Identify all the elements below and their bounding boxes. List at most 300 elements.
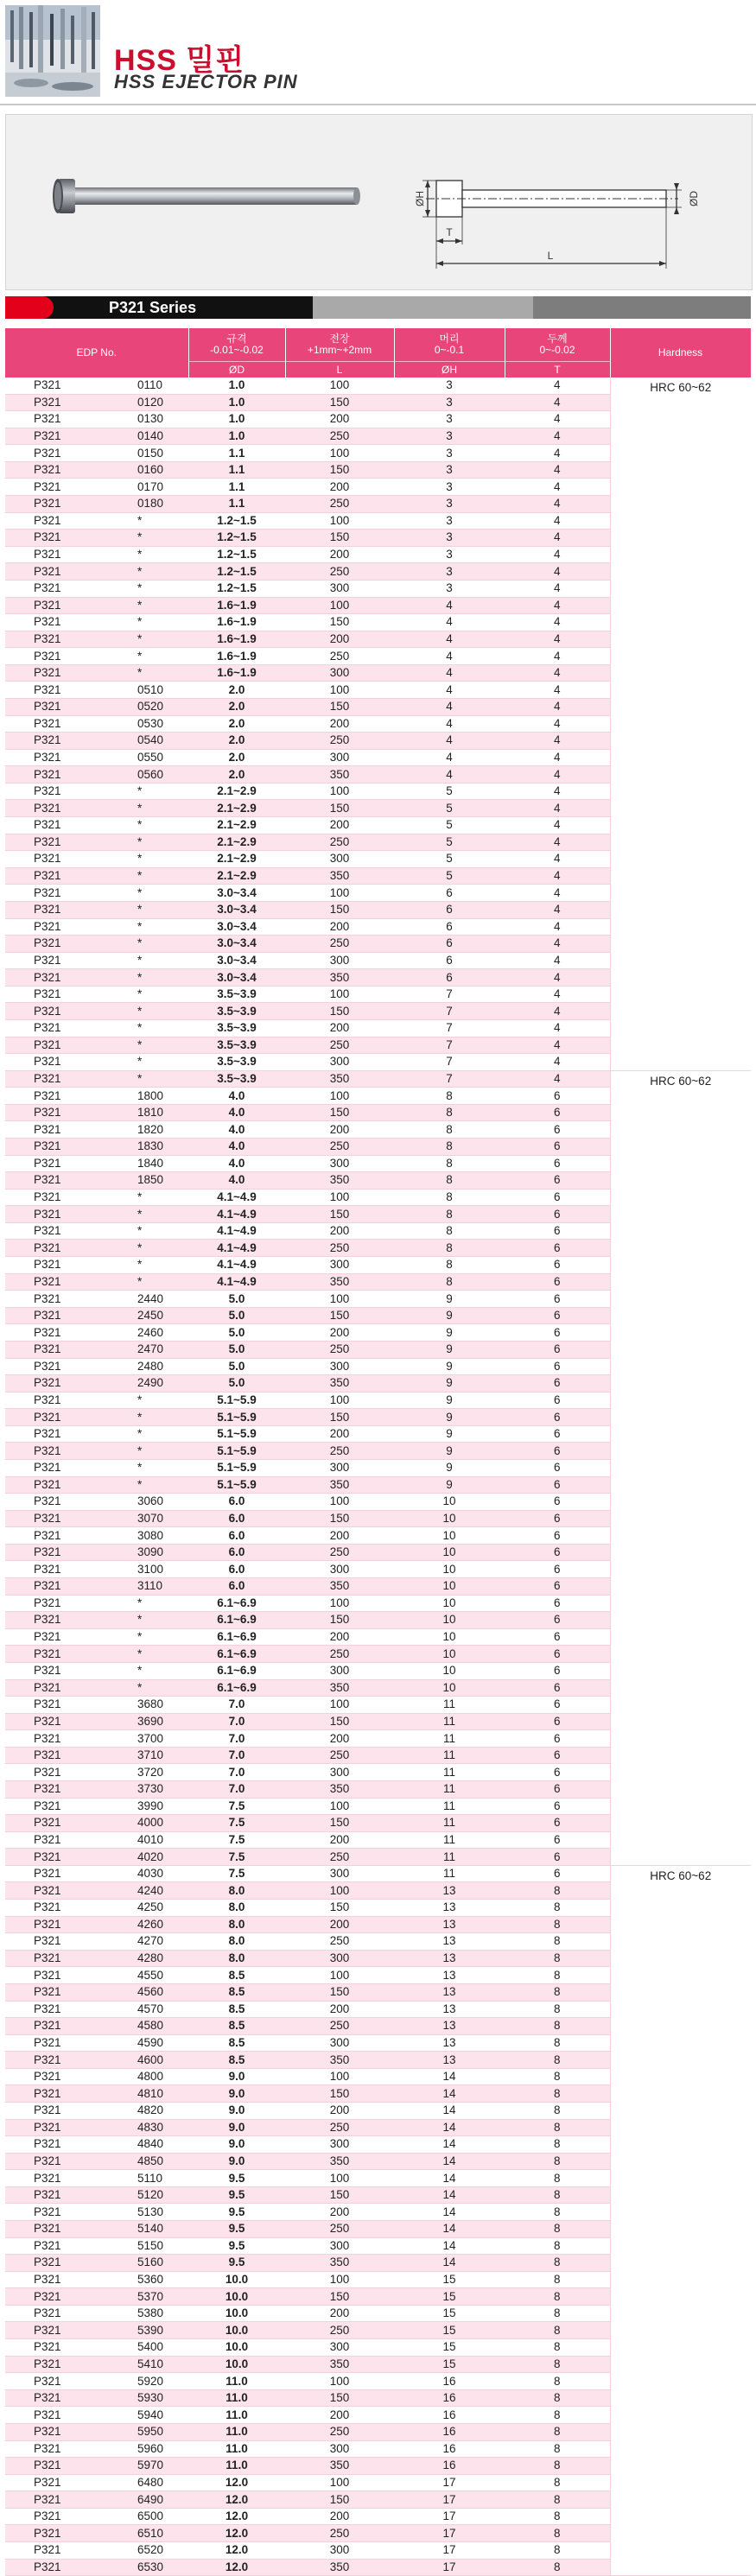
diameter-cell: 1.6~1.9 [188,614,285,631]
edp-prefix: P321 [34,2459,61,2472]
thickness-cell: 6 [505,1764,610,1781]
edp-prefix: P321 [34,1951,61,1965]
edp-cell [5,2525,188,2542]
head-cell: 7 [394,1037,505,1054]
edp-prefix: P321 [34,1325,61,1339]
thickness-cell: 8 [505,1882,610,1900]
edp-code: 4570 [137,2002,164,2015]
edp-cell [5,2271,188,2288]
dim-label-h: ØH [414,191,426,206]
edp-code: * [137,1224,143,1238]
edp-code: 2450 [137,1309,164,1323]
length-cell: 200 [285,631,394,648]
thickness-cell: 6 [505,1831,610,1849]
edp-code: * [137,970,143,984]
thickness-cell: 6 [505,1494,610,1511]
edp-code: 0120 [137,395,164,409]
thickness-cell: 4 [505,1019,610,1037]
edp-cell [5,2474,188,2491]
series-bar [5,296,751,319]
diameter-cell: 9.5 [188,2237,285,2255]
length-cell: 250 [285,563,394,581]
edp-prefix: P321 [34,564,61,578]
diameter-cell: 2.0 [188,715,285,733]
edp-prefix: P321 [34,852,61,866]
head-cell: 10 [394,1679,505,1697]
diameter-cell: 9.5 [188,2170,285,2187]
thickness-cell: 4 [505,580,610,597]
diameter-cell: 9.5 [188,2204,285,2221]
thickness-cell: 4 [505,817,610,834]
diameter-cell: 7.0 [188,1730,285,1748]
diameter-cell: 3.0~3.4 [188,936,285,953]
thickness-cell: 8 [505,2508,610,2525]
head-cell: 9 [394,1392,505,1409]
catalog-header [0,0,756,105]
diameter-cell: 1.2~1.5 [188,563,285,581]
edp-cell [5,597,188,614]
diameter-cell: 10.0 [188,2271,285,2288]
diameter-cell: 9.0 [188,2119,285,2136]
edp-prefix: P321 [34,1816,61,1830]
thickness-cell: 6 [505,1273,610,1291]
edp-cell [5,2085,188,2103]
edp-prefix: P321 [34,784,61,798]
head-cell: 10 [394,1662,505,1679]
edp-prefix: P321 [34,1173,61,1187]
diameter-cell: 6.1~6.9 [188,1662,285,1679]
edp-prefix: P321 [34,395,61,409]
thickness-cell: 6 [505,1527,610,1545]
edp-cell [5,1900,188,1917]
edp-cell [5,2068,188,2085]
head-cell: 8 [394,1104,505,1121]
length-cell: 150 [285,2491,394,2509]
hardness-cell [610,378,751,1070]
edp-code: * [137,936,143,950]
col-header-length-tol: +1mm~+2mm [307,344,372,356]
diameter-cell: 10.0 [188,2288,285,2306]
head-cell: 5 [394,867,505,885]
edp-code: 5390 [137,2323,164,2337]
edp-prefix: P321 [34,2103,61,2117]
edp-prefix: P321 [34,751,61,764]
thickness-cell: 4 [505,733,610,750]
edp-prefix: P321 [34,1833,61,1846]
diameter-cell: 3.5~3.9 [188,1003,285,1020]
head-cell: 7 [394,986,505,1003]
edp-prefix: P321 [34,1410,61,1424]
edp-prefix: P321 [34,1240,61,1254]
diameter-cell: 1.2~1.5 [188,546,285,563]
head-cell: 14 [394,2255,505,2272]
edp-prefix: P321 [34,2120,61,2134]
thickness-cell: 4 [505,1003,610,1020]
length-cell: 100 [285,1697,394,1714]
edp-code: * [137,1055,143,1069]
head-cell: 15 [394,2271,505,2288]
edp-cell [5,1662,188,1679]
length-cell: 350 [285,2052,394,2069]
length-cell: 300 [285,1764,394,1781]
length-cell: 250 [285,1849,394,1866]
length-cell: 100 [285,512,394,530]
hardness-value: HRC 60~62 [650,1074,712,1088]
edp-prefix: P321 [34,1664,61,1678]
edp-cell [5,1561,188,1578]
length-cell: 150 [285,1983,394,2001]
thickness-cell: 8 [505,1950,610,1967]
diameter-cell: 2.1~2.9 [188,800,285,817]
length-cell: 300 [285,1155,394,1172]
edp-code: * [137,1443,143,1457]
head-cell: 10 [394,1561,505,1578]
edp-cell [5,1780,188,1798]
edp-code: 2470 [137,1342,164,1356]
edp-code: 3090 [137,1545,164,1559]
series-bar-red-marker [5,296,54,319]
head-cell: 15 [394,2339,505,2357]
edp-code: * [137,1393,143,1406]
thickness-cell: 8 [505,2474,610,2491]
edp-cell [5,1139,188,1156]
diameter-cell: 4.1~4.9 [188,1257,285,1274]
head-cell: 16 [394,2440,505,2458]
edp-code: 0180 [137,497,164,511]
edp-prefix: P321 [34,1342,61,1356]
diameter-cell: 4.1~4.9 [188,1273,285,1291]
diameter-cell: 8.5 [188,1983,285,2001]
thickness-cell: 4 [505,496,610,513]
length-cell: 250 [285,1240,394,1257]
edp-cell [5,445,188,462]
edp-prefix: P321 [34,513,61,527]
col-header-head [394,328,505,362]
diameter-cell: 5.0 [188,1375,285,1393]
thickness-cell: 6 [505,1679,610,1697]
edp-prefix: P321 [34,1697,61,1711]
edp-code: 0520 [137,700,164,714]
head-cell: 14 [394,2170,505,2187]
length-cell: 200 [285,479,394,496]
head-cell: 14 [394,2204,505,2221]
head-cell: 5 [394,851,505,868]
edp-cell [5,1950,188,1967]
thickness-cell: 4 [505,631,610,648]
edp-code: * [137,1630,143,1644]
head-cell: 14 [394,2068,505,2085]
edp-cell [5,1003,188,1020]
edp-prefix: P321 [34,1934,61,1948]
edp-cell [5,698,188,715]
edp-prefix: P321 [34,1139,61,1153]
head-cell: 3 [394,512,505,530]
head-cell: 6 [394,885,505,902]
edp-prefix: P321 [34,2408,61,2421]
page-title-english: HSS EJECTOR PIN [114,71,298,92]
col-header-head-tol: 0~-0.1 [434,344,465,356]
edp-prefix: P321 [34,1207,61,1221]
length-cell: 250 [285,2221,394,2238]
edp-cell [5,631,188,648]
length-cell: 300 [285,580,394,597]
edp-prefix: P321 [34,2137,61,2151]
edp-code: 0530 [137,716,164,730]
edp-cell [5,1544,188,1561]
col-header-edp: EDP No. [5,328,188,378]
edp-prefix: P321 [34,1680,61,1694]
length-cell: 300 [285,1257,394,1274]
length-cell: 200 [285,1527,394,1545]
head-cell: 8 [394,1172,505,1190]
edp-cell [5,1222,188,1240]
thickness-cell: 6 [505,1307,610,1324]
edp-cell [5,580,188,597]
edp-code: 3700 [137,1731,164,1745]
edp-code: 3690 [137,1714,164,1728]
edp-prefix: P321 [34,801,61,815]
length-cell: 200 [285,2102,394,2119]
length-cell: 300 [285,1662,394,1679]
head-cell: 4 [394,766,505,784]
edp-prefix: P321 [34,2475,61,2489]
edp-prefix: P321 [34,1122,61,1136]
edp-code: 5400 [137,2340,164,2354]
length-cell: 150 [285,2389,394,2407]
edp-prefix: P321 [34,1883,61,1897]
diameter-cell: 3.5~3.9 [188,1070,285,1088]
edp-prefix: P321 [34,2441,61,2455]
edp-code: * [137,649,143,663]
edp-code: 3060 [137,1494,164,1508]
length-cell: 150 [285,901,394,918]
head-cell: 11 [394,1713,505,1730]
hardness-value: HRC 60~62 [650,1869,712,1882]
edp-cell [5,918,188,936]
thickness-cell: 4 [505,834,610,851]
thickness-cell: 4 [505,648,610,665]
edp-prefix: P321 [34,463,61,477]
edp-cell [5,1747,188,1764]
edp-cell [5,1037,188,1054]
diameter-cell: 5.0 [188,1358,285,1375]
edp-cell [5,1764,188,1781]
col-header-thickness-top: 두께 [547,333,568,345]
edp-code: 1840 [137,1156,164,1170]
edp-cell [5,901,188,918]
edp-code: * [137,1596,143,1609]
length-cell: 350 [285,2458,394,2475]
head-cell: 7 [394,1070,505,1088]
edp-cell [5,2052,188,2069]
diameter-cell: 8.5 [188,2052,285,2069]
diameter-cell: 10.0 [188,2305,285,2322]
thickness-cell: 4 [505,428,610,445]
thickness-cell: 8 [505,2305,610,2322]
spec-table [5,328,752,2576]
length-cell: 200 [285,2305,394,2322]
head-cell: 11 [394,1865,505,1882]
edp-cell [5,1983,188,2001]
edp-cell [5,1425,188,1443]
diameter-cell: 7.0 [188,1713,285,1730]
edp-prefix: P321 [34,1968,61,1982]
length-cell: 100 [285,1798,394,1815]
diameter-cell: 7.0 [188,1780,285,1798]
hardness-cell [610,1865,751,2575]
edp-cell [5,563,188,581]
length-cell: 200 [285,2407,394,2424]
length-cell: 250 [285,2423,394,2440]
edp-prefix: P321 [34,1106,61,1120]
diameter-cell: 12.0 [188,2474,285,2491]
head-cell: 7 [394,1054,505,1071]
length-cell: 200 [285,2001,394,2018]
edp-code: * [137,953,143,967]
edp-cell [5,1831,188,1849]
edp-cell [5,1595,188,1612]
edp-code: * [137,564,143,578]
edp-cell [5,1443,188,1460]
edp-cell [5,1849,188,1866]
edp-code: 4240 [137,1883,164,1897]
edp-cell [5,2221,188,2238]
head-cell: 11 [394,1780,505,1798]
edp-code: 5360 [137,2273,164,2287]
edp-prefix: P321 [34,1748,61,1762]
edp-prefix: P321 [34,2238,61,2252]
edp-prefix: P321 [34,2357,61,2370]
thickness-cell: 4 [505,800,610,817]
dim-label-t: T [446,226,453,238]
edp-code: 3100 [137,1562,164,1576]
diameter-cell: 1.0 [188,378,285,394]
edp-cell [5,2034,188,2052]
length-cell: 150 [285,2186,394,2204]
thickness-cell: 6 [505,1595,610,1612]
edp-prefix: P321 [34,767,61,781]
edp-prefix: P321 [34,2205,61,2218]
diameter-cell: 2.0 [188,766,285,784]
diameter-cell: 7.5 [188,1865,285,1882]
edp-cell [5,1341,188,1358]
edp-code: 4250 [137,1900,164,1914]
thickness-cell: 6 [505,1510,610,1527]
edp-prefix: P321 [34,716,61,730]
edp-cell [5,766,188,784]
edp-code: 3070 [137,1512,164,1526]
diameter-cell: 11.0 [188,2407,285,2424]
edp-prefix: P321 [34,1190,61,1204]
diameter-cell: 1.1 [188,496,285,513]
edp-code: 1850 [137,1173,164,1187]
thickness-cell: 6 [505,1358,610,1375]
length-cell: 100 [285,2474,394,2491]
edp-cell [5,2440,188,2458]
edp-prefix: P321 [34,2256,61,2269]
head-cell: 16 [394,2407,505,2424]
edp-code: * [137,666,143,680]
edp-prefix: P321 [34,2492,61,2506]
head-cell: 6 [394,936,505,953]
diameter-cell: 1.1 [188,461,285,479]
length-cell: 250 [285,1443,394,1460]
head-cell: 9 [394,1460,505,1477]
head-cell: 3 [394,461,505,479]
diameter-cell: 8.5 [188,1967,285,1984]
thickness-cell: 4 [505,1054,610,1071]
diameter-cell: 12.0 [188,2542,285,2560]
head-cell: 4 [394,664,505,682]
thickness-cell: 6 [505,1578,610,1596]
edp-code: * [137,818,143,832]
head-cell: 3 [394,378,505,394]
edp-cell [5,1865,188,1882]
edp-prefix: P321 [34,987,61,1001]
thickness-cell: 4 [505,918,610,936]
thickness-cell: 8 [505,2186,610,2204]
edp-cell [5,1510,188,1527]
length-cell: 100 [285,2170,394,2187]
head-cell: 15 [394,2322,505,2339]
diameter-cell: 8.0 [188,1950,285,1967]
length-cell: 200 [285,817,394,834]
length-cell: 200 [285,546,394,563]
head-cell: 8 [394,1222,505,1240]
edp-code: 5970 [137,2459,164,2472]
thickness-cell: 8 [505,2204,610,2221]
diameter-cell: 2.0 [188,733,285,750]
length-cell: 350 [285,969,394,987]
head-cell: 8 [394,1257,505,1274]
thickness-cell: 6 [505,1798,610,1815]
length-cell: 150 [285,698,394,715]
diameter-cell: 9.0 [188,2102,285,2119]
head-cell: 4 [394,631,505,648]
length-cell: 150 [285,614,394,631]
edp-code: * [137,598,143,612]
edp-prefix: P321 [34,581,61,595]
edp-prefix: P321 [34,1782,61,1796]
head-cell: 5 [394,817,505,834]
length-cell: 100 [285,445,394,462]
thickness-cell: 8 [505,2322,610,2339]
edp-code: * [137,1461,143,1475]
length-cell: 350 [285,1476,394,1494]
edp-prefix: P321 [34,1765,61,1779]
edp-code: 3080 [137,1528,164,1542]
length-cell: 150 [285,2085,394,2103]
length-cell: 200 [285,1730,394,1748]
edp-prefix: P321 [34,1646,61,1660]
diameter-cell: 8.0 [188,1916,285,1933]
edp-code: * [137,834,143,848]
diameter-cell: 8.5 [188,2034,285,2052]
edp-cell [5,800,188,817]
diameter-cell: 1.0 [188,428,285,445]
diameter-cell: 12.0 [188,2491,285,2509]
thickness-cell: 6 [505,1780,610,1798]
edp-cell [5,1273,188,1291]
thickness-cell: 4 [505,546,610,563]
edp-cell [5,1460,188,1477]
length-cell: 350 [285,2255,394,2272]
diameter-cell: 11.0 [188,2458,285,2475]
thickness-cell: 6 [505,1392,610,1409]
edp-code: 0160 [137,463,164,477]
diameter-cell: 3.5~3.9 [188,1037,285,1054]
thickness-cell: 6 [505,1240,610,1257]
